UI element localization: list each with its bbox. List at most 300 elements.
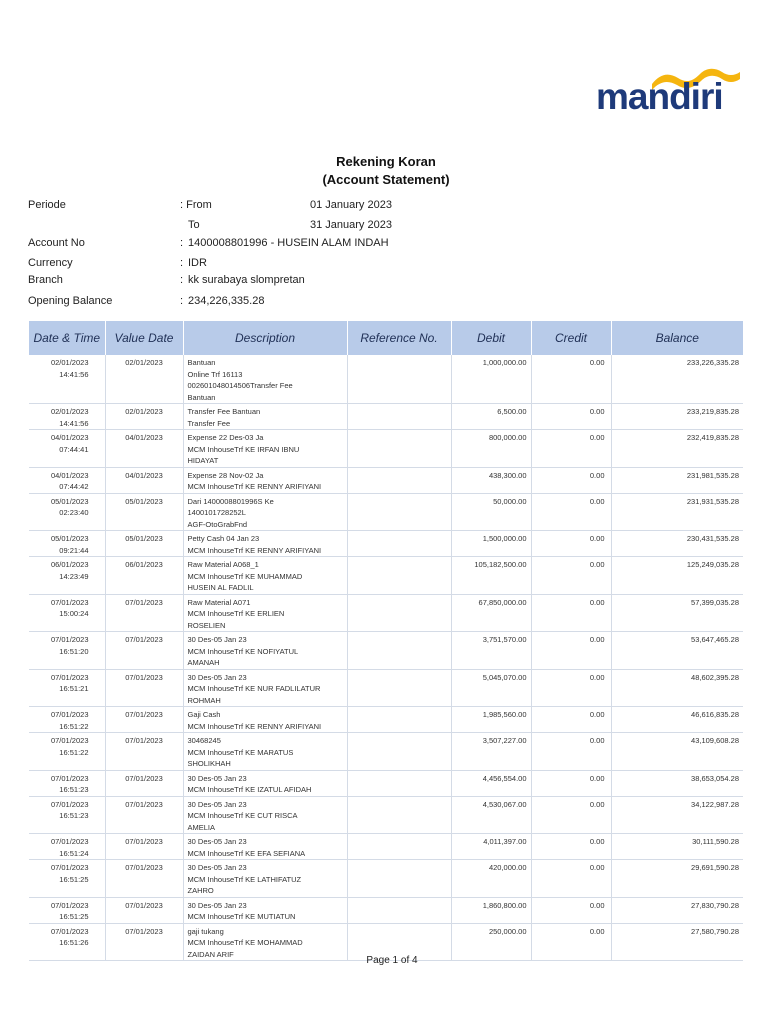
table-row <box>29 355 743 404</box>
cell-value-date <box>105 594 183 632</box>
tx-date: 07/01/2023 <box>50 710 89 719</box>
col-header-value-date: Value Date <box>105 321 183 355</box>
tx-description-line: Bantuan <box>187 392 216 402</box>
tx-value-date: 04/01/2023 <box>125 433 163 442</box>
tx-debit: 3,507,227.00 <box>482 736 527 745</box>
tx-balance: 38,653,054.28 <box>691 773 739 783</box>
table-row <box>29 467 743 493</box>
tx-date: 07/01/2023 <box>50 635 89 644</box>
cell-description <box>183 355 347 404</box>
cell-date-time <box>29 531 105 557</box>
tx-credit: 0.00 <box>589 710 605 719</box>
tx-date: 07/01/2023 <box>50 837 89 846</box>
tx-debit: 800,000.00 <box>488 433 527 442</box>
cell-balance <box>611 796 743 834</box>
tx-time: 16:51:26 <box>59 938 89 947</box>
cell-balance <box>611 860 743 898</box>
cell-balance <box>611 770 743 796</box>
tx-description-line: MCM InhouseTrf KE MOHAMMAD <box>187 938 303 947</box>
tx-time: 16:51:22 <box>59 721 89 731</box>
cell-debit <box>451 355 531 404</box>
tx-description-line: ZAIDAN ARIF <box>187 949 234 959</box>
cell-debit <box>451 430 531 468</box>
cell-balance <box>611 557 743 595</box>
col-header-date-time: Date & Time <box>29 321 105 355</box>
cell-value-date <box>105 733 183 771</box>
cell-value-date <box>105 669 183 707</box>
tx-credit: 0.00 <box>589 773 605 783</box>
cell-reference <box>347 733 451 771</box>
tx-balance: 48,602,395.28 <box>691 672 739 682</box>
cell-credit <box>531 531 611 557</box>
cell-description <box>183 733 347 771</box>
tx-value-date: 07/01/2023 <box>125 635 163 644</box>
cell-date-time <box>29 632 105 670</box>
cell-debit <box>451 733 531 771</box>
cell-date-time <box>29 493 105 531</box>
tx-value-date: 07/01/2023 <box>125 799 163 809</box>
tx-date: 06/01/2023 <box>50 560 89 569</box>
cell-balance <box>611 707 743 733</box>
col-header-credit: Credit <box>531 321 611 355</box>
tx-description-line: Expense 28 Nov-02 Ja <box>187 470 264 480</box>
cell-reference <box>347 632 451 670</box>
tx-description-line: Dari 1400008801996S Ke <box>187 496 274 506</box>
cell-reference <box>347 770 451 796</box>
cell-value-date <box>105 557 183 595</box>
tx-balance: 233,226,335.28 <box>686 358 739 367</box>
tx-balance: 231,981,535.28 <box>686 470 739 480</box>
tx-debit: 438,300.00 <box>488 470 527 480</box>
cell-description <box>183 897 347 923</box>
tx-credit: 0.00 <box>589 358 605 367</box>
cell-date-time <box>29 404 105 430</box>
cell-balance <box>611 404 743 430</box>
from-date: 01 January 2023 <box>310 199 392 211</box>
tx-balance: 53,647,465.28 <box>691 635 739 644</box>
tx-debit: 4,011,397.00 <box>483 837 527 846</box>
tx-date: 07/01/2023 <box>50 672 89 682</box>
cell-description <box>183 404 347 430</box>
tx-time: 14:41:56 <box>59 418 89 428</box>
cell-date-time <box>29 796 105 834</box>
table-row <box>29 897 743 923</box>
cell-description <box>183 834 347 860</box>
tx-value-date: 07/01/2023 <box>125 863 163 872</box>
table-row <box>29 707 743 733</box>
tx-credit: 0.00 <box>589 900 605 910</box>
opening-balance-label: Opening Balance <box>28 295 113 307</box>
tx-description-line: MCM InhouseTrf KE IRFAN IBNU <box>187 444 300 454</box>
tx-balance: 34,122,987.28 <box>691 799 739 809</box>
cell-debit <box>451 493 531 531</box>
tx-debit: 5,045,070.00 <box>482 672 527 682</box>
table-header-row <box>29 321 743 355</box>
tx-time: 16:51:23 <box>59 785 89 794</box>
tx-credit: 0.00 <box>589 926 605 936</box>
tx-credit: 0.00 <box>589 863 605 872</box>
tx-date: 04/01/2023 <box>50 433 89 442</box>
tx-description-line: Petty Cash 04 Jan 23 <box>187 534 260 543</box>
cell-value-date <box>105 404 183 430</box>
tx-value-date: 07/01/2023 <box>125 710 163 719</box>
statement-title <box>0 153 768 189</box>
cell-balance <box>611 467 743 493</box>
tx-time: 16:51:25 <box>59 874 89 884</box>
tx-description-line: 30468245 <box>187 736 221 745</box>
title-sub: (Account Statement) <box>322 172 450 187</box>
tx-debit: 3,751,570.00 <box>482 635 527 644</box>
transactions-table <box>29 321 743 961</box>
tx-time: 14:23:49 <box>59 571 89 581</box>
tx-time: 09:21:44 <box>59 545 89 555</box>
table-row <box>29 430 743 468</box>
tx-date: 02/01/2023 <box>50 407 89 416</box>
tx-description-line: AMANAH <box>187 658 220 667</box>
cell-value-date <box>105 860 183 898</box>
cell-balance <box>611 493 743 531</box>
from-label: : From <box>180 199 212 211</box>
cell-credit <box>531 355 611 404</box>
tx-description-line: ROHMAH <box>187 695 221 705</box>
tx-time: 07:44:41 <box>59 444 89 454</box>
tx-value-date: 05/01/2023 <box>125 534 163 543</box>
cell-balance <box>611 669 743 707</box>
tx-date: 07/01/2023 <box>50 597 89 607</box>
opening-balance-value: 234,226,335.28 <box>188 295 265 307</box>
tx-date: 07/01/2023 <box>50 926 89 936</box>
cell-credit <box>531 860 611 898</box>
tx-date: 07/01/2023 <box>50 799 89 809</box>
cell-date-time <box>29 430 105 468</box>
cell-date-time <box>29 707 105 733</box>
cell-date-time <box>29 733 105 771</box>
tx-balance: 232,419,835.28 <box>686 433 739 442</box>
cell-value-date <box>105 770 183 796</box>
table-row <box>29 632 743 670</box>
tx-description-line: gaji tukang <box>187 926 224 936</box>
tx-balance: 27,830,790.28 <box>691 900 739 910</box>
table-row <box>29 733 743 771</box>
tx-time: 16:51:22 <box>59 747 89 757</box>
tx-value-date: 02/01/2023 <box>125 407 163 416</box>
cell-credit <box>531 557 611 595</box>
cell-reference <box>347 531 451 557</box>
tx-credit: 0.00 <box>589 597 605 607</box>
tx-balance: 233,219,835.28 <box>686 407 739 416</box>
tx-description-line: Bantuan <box>187 358 216 367</box>
cell-value-date <box>105 897 183 923</box>
cell-credit <box>531 733 611 771</box>
cell-value-date <box>105 632 183 670</box>
cell-debit <box>451 860 531 898</box>
tx-value-date: 07/01/2023 <box>125 926 163 936</box>
cell-balance <box>611 733 743 771</box>
cell-date-time <box>29 467 105 493</box>
tx-description-line: Raw Material A068_1 <box>187 560 259 569</box>
tx-balance: 29,691,590.28 <box>691 863 739 872</box>
cell-credit <box>531 669 611 707</box>
cell-reference <box>347 796 451 834</box>
cell-debit <box>451 897 531 923</box>
tx-credit: 0.00 <box>589 672 605 682</box>
cell-reference <box>347 355 451 404</box>
cell-value-date <box>105 707 183 733</box>
table-row <box>29 557 743 595</box>
tx-description-line: MCM InhouseTrf KE LATHIFATUZ <box>187 874 302 884</box>
cell-reference <box>347 860 451 898</box>
cell-value-date <box>105 531 183 557</box>
cell-credit <box>531 707 611 733</box>
tx-credit: 0.00 <box>589 560 605 569</box>
tx-description-line: Transfer Fee <box>187 418 231 428</box>
tx-value-date: 07/01/2023 <box>125 773 163 783</box>
cell-description <box>183 796 347 834</box>
tx-date: 07/01/2023 <box>50 900 89 910</box>
cell-credit <box>531 796 611 834</box>
cell-credit <box>531 594 611 632</box>
tx-credit: 0.00 <box>589 407 605 416</box>
cell-description <box>183 632 347 670</box>
cell-reference <box>347 594 451 632</box>
cell-balance <box>611 355 743 404</box>
cell-description <box>183 430 347 468</box>
tx-description-line: 30 Des-05 Jan 23 <box>187 900 247 910</box>
cell-description <box>183 770 347 796</box>
currency-label: Currency <box>28 257 73 269</box>
cell-balance <box>611 632 743 670</box>
tx-date: 07/01/2023 <box>50 736 89 745</box>
tx-debit: 4,456,554.00 <box>482 773 527 783</box>
tx-balance: 43,109,608.28 <box>691 736 739 745</box>
table-row <box>29 493 743 531</box>
tx-description-line: Gaji Cash <box>187 710 221 719</box>
tx-description-line: SHOLIKHAH <box>187 759 231 768</box>
cell-balance <box>611 897 743 923</box>
cell-reference <box>347 897 451 923</box>
cell-description <box>183 531 347 557</box>
tx-time: 15:00:24 <box>59 609 89 618</box>
cell-description <box>183 860 347 898</box>
tx-credit: 0.00 <box>589 736 605 745</box>
cell-date-time <box>29 355 105 404</box>
tx-description-line: MCM InhouseTrf KE RENNY ARIFIYANI <box>187 721 322 731</box>
currency-value: IDR <box>188 257 207 269</box>
to-date: 31 January 2023 <box>310 219 392 231</box>
tx-description-line: MCM InhouseTrf KE MUTIATUN <box>187 912 296 921</box>
cell-debit <box>451 770 531 796</box>
col-header-debit: Debit <box>451 321 531 355</box>
tx-value-date: 07/01/2023 <box>125 597 163 607</box>
cell-debit <box>451 632 531 670</box>
tx-debit: 420,000.00 <box>488 863 527 872</box>
tx-time: 07:44:42 <box>59 482 89 491</box>
tx-time: 02:23:40 <box>59 508 89 517</box>
table-row <box>29 770 743 796</box>
tx-date: 02/01/2023 <box>50 358 89 367</box>
tx-date: 05/01/2023 <box>50 534 89 543</box>
cell-balance <box>611 430 743 468</box>
cell-credit <box>531 632 611 670</box>
cell-reference <box>347 467 451 493</box>
cell-date-time <box>29 834 105 860</box>
cell-date-time <box>29 860 105 898</box>
account-label: Account No <box>28 237 85 249</box>
cell-debit <box>451 404 531 430</box>
table-row <box>29 594 743 632</box>
tx-description-line: MCM InhouseTrf KE NOFIYATUL <box>187 646 299 656</box>
cell-date-time <box>29 594 105 632</box>
mandiri-logo <box>594 62 744 122</box>
tx-value-date: 04/01/2023 <box>125 470 163 480</box>
cell-balance <box>611 594 743 632</box>
cell-debit <box>451 669 531 707</box>
tx-date: 07/01/2023 <box>50 773 89 783</box>
col-header-description: Description <box>183 321 347 355</box>
tx-debit: 50,000.00 <box>493 496 527 506</box>
tx-description-line: MCM InhouseTrf KE IZATUL AFIDAH <box>187 785 312 794</box>
tx-debit: 1,985,560.00 <box>482 710 527 719</box>
cell-reference <box>347 430 451 468</box>
tx-debit: 1,860,800.00 <box>482 900 527 910</box>
tx-balance: 46,616,835.28 <box>691 710 739 719</box>
tx-date: 04/01/2023 <box>50 470 89 480</box>
cell-credit <box>531 834 611 860</box>
tx-balance: 30,111,590.28 <box>692 837 739 846</box>
table-row <box>29 404 743 430</box>
cell-date-time <box>29 770 105 796</box>
tx-balance: 230,431,535.28 <box>686 534 739 543</box>
cell-debit <box>451 796 531 834</box>
tx-description-line: 30 Des-05 Jan 23 <box>187 672 247 682</box>
branch-label: Branch <box>28 274 63 286</box>
branch-value: kk surabaya slompretan <box>188 274 305 286</box>
table-row <box>29 669 743 707</box>
tx-time: 16:51:21 <box>59 684 89 693</box>
col-header-balance: Balance <box>611 321 743 355</box>
tx-description-line: 30 Des-05 Jan 23 <box>187 773 247 783</box>
tx-description-line: Expense 22 Des-03 Ja <box>187 433 264 442</box>
cell-reference <box>347 557 451 595</box>
tx-description-line: MCM InhouseTrf KE MUHAMMAD <box>187 571 303 581</box>
tx-value-date: 07/01/2023 <box>125 672 163 682</box>
tx-date: 05/01/2023 <box>50 496 89 506</box>
tx-time: 16:51:23 <box>59 811 89 820</box>
table-row <box>29 796 743 834</box>
tx-description-line: MCM InhouseTrf KE CUT RISCA <box>187 811 298 820</box>
tx-debit: 67,850,000.00 <box>478 597 527 607</box>
cell-value-date <box>105 467 183 493</box>
cell-balance <box>611 834 743 860</box>
cell-description <box>183 594 347 632</box>
tx-description-line: MCM InhouseTrf KE ERLIEN <box>187 609 285 618</box>
tx-balance: 27,580,790.28 <box>691 926 739 936</box>
cell-debit <box>451 834 531 860</box>
cell-reference <box>347 834 451 860</box>
tx-description-line: AMELIA <box>187 822 216 832</box>
cell-description <box>183 557 347 595</box>
table-row <box>29 860 743 898</box>
tx-credit: 0.00 <box>589 433 605 442</box>
cell-value-date <box>105 834 183 860</box>
cell-credit <box>531 493 611 531</box>
title-main: Rekening Koran <box>336 154 436 169</box>
cell-date-time <box>29 669 105 707</box>
tx-debit: 1,500,000.00 <box>482 534 527 543</box>
tx-description-line: AGF-OtoGrabFnd <box>187 519 248 529</box>
page-number: Page 1 of 4 <box>366 955 418 966</box>
tx-description-line: Transfer Fee Bantuan <box>187 407 261 416</box>
table-row <box>29 531 743 557</box>
col-header-reference: Reference No. <box>347 321 451 355</box>
tx-description-line: Online Trf 16113 <box>187 369 243 379</box>
cell-debit <box>451 707 531 733</box>
cell-reference <box>347 707 451 733</box>
tx-value-date: 06/01/2023 <box>125 560 163 569</box>
account-value: 1400008801996 - HUSEIN ALAM INDAH <box>188 237 389 249</box>
cell-credit <box>531 430 611 468</box>
tx-debit: 1,000,000.00 <box>482 358 527 367</box>
tx-description-line: 30 Des-05 Jan 23 <box>187 837 247 846</box>
tx-debit: 250,000.00 <box>488 926 527 936</box>
tx-debit: 4,530,067.00 <box>482 799 527 809</box>
cell-value-date <box>105 430 183 468</box>
tx-description-line: 1400101728252L <box>187 508 246 517</box>
cell-credit <box>531 467 611 493</box>
tx-value-date: 07/01/2023 <box>125 900 163 910</box>
cell-description <box>183 467 347 493</box>
tx-description-line: MCM InhouseTrf KE EFA SEFIANA <box>187 848 306 858</box>
cell-date-time <box>29 897 105 923</box>
cell-credit <box>531 897 611 923</box>
tx-credit: 0.00 <box>589 635 605 644</box>
tx-value-date: 05/01/2023 <box>125 496 163 506</box>
tx-debit: 105,182,500.00 <box>474 560 527 569</box>
tx-value-date: 07/01/2023 <box>125 736 163 745</box>
cell-description <box>183 493 347 531</box>
tx-time: 14:41:56 <box>59 369 89 379</box>
tx-balance: 125,249,035.28 <box>686 560 739 569</box>
cell-debit <box>451 594 531 632</box>
tx-value-date: 02/01/2023 <box>125 358 163 367</box>
tx-credit: 0.00 <box>589 837 605 846</box>
tx-date: 07/01/2023 <box>50 863 89 872</box>
tx-description-line: MCM InhouseTrf KE RENNY ARIFIYANI <box>187 545 322 555</box>
tx-description-line: 30 Des-05 Jan 23 <box>187 863 247 872</box>
tx-description-line: HUSEIN AL FADLIL <box>187 583 254 592</box>
cell-date-time <box>29 557 105 595</box>
cell-debit <box>451 467 531 493</box>
tx-time: 16:51:25 <box>59 912 89 921</box>
tx-time: 16:51:20 <box>59 646 89 656</box>
tx-description-line: MCM InhouseTrf KE NUR FADLILATUR <box>187 684 321 693</box>
cell-credit <box>531 770 611 796</box>
tx-debit: 6,500.00 <box>497 407 527 416</box>
cell-value-date <box>105 796 183 834</box>
table-body <box>29 355 743 961</box>
to-label: To <box>188 219 200 231</box>
cell-description <box>183 669 347 707</box>
tx-balance: 57,399,035.28 <box>691 597 739 607</box>
cell-reference <box>347 669 451 707</box>
cell-credit <box>531 404 611 430</box>
period-label: Periode <box>28 199 66 211</box>
cell-debit <box>451 531 531 557</box>
tx-description-line: MCM InhouseTrf KE RENNY ARIFIYANI <box>187 482 322 491</box>
cell-value-date <box>105 355 183 404</box>
tx-description-line: ZAHRO <box>187 886 214 895</box>
tx-value-date: 07/01/2023 <box>125 837 163 846</box>
